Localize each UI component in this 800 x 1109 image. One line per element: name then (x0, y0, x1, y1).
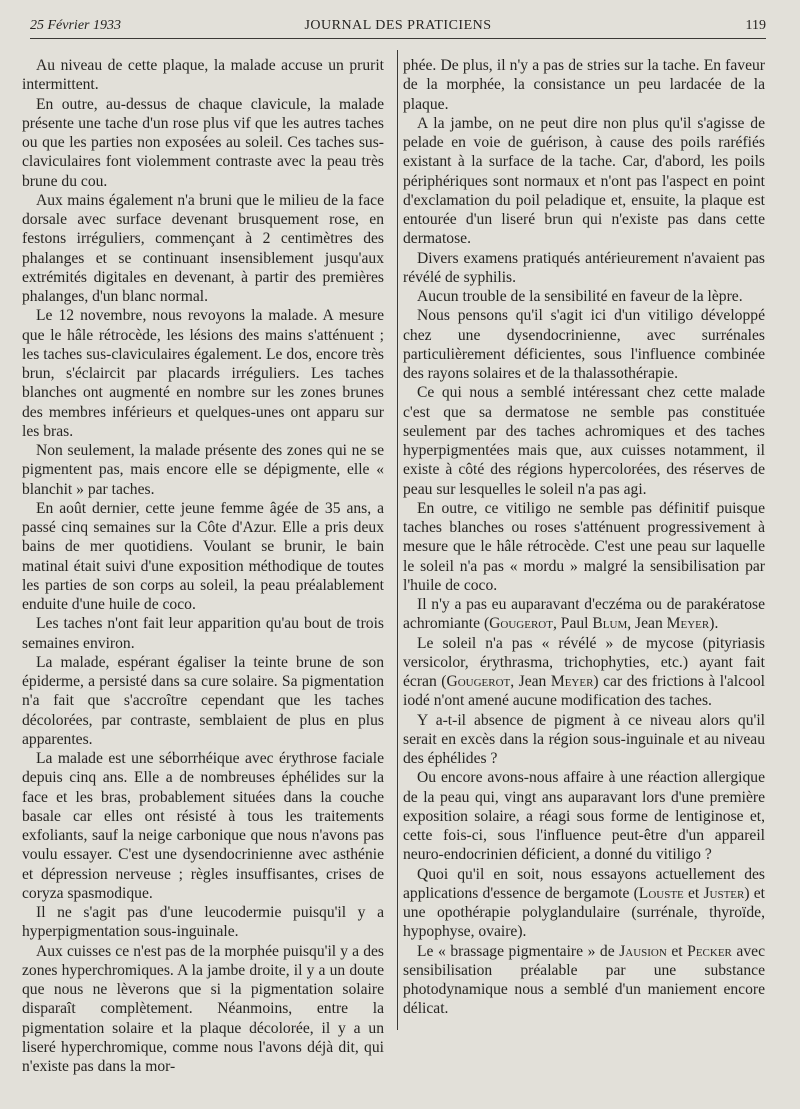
paragraph: Nous pensons qu'il s'agit ici d'un vitiligo développé chez une dysendocrinienne, avec surrénales particulièrement déficientes, sous l'influence combinée des rayons solaires et de la thalassothérapie. (403, 307, 765, 382)
author-name: Blum (592, 615, 628, 633)
text-run: avec sensibilisation préalable par une substance photodynamique nous a semblé d'un maniement encore délicat. (403, 942, 765, 1018)
paragraph: Ce qui nous a semblé intéressant chez cette malade c'est que sa dermatose ne semble pas constituée seulement par des taches achromiques et des taches hyperpigmentées mais que, aux cuisses notamment, il existe à côté des régions hypercolorées, des réserves de peau sur lesquelles le soleil n'a pas agi. (403, 384, 765, 498)
paragraph: Les taches n'ont fait leur apparition qu'au bout de trois semaines environ. (22, 615, 384, 652)
paragraph: A la jambe, on ne peut dire non plus qu'il s'agisse de pelade en voie de guérison, à cause des poils raréfiés existant à la surface de la tache. Car, d'abord, les poils périphériques sont normaux et n'ont pas l'aspect en point d'exclamation du poil peladique et, ensuite, la plaque est entourée d'un liseré brun qui n'existe pas dans cette dermatose. (403, 114, 765, 248)
paragraph: Y a-t-il absence de pigment à ce niveau alors qu'il serait en excès dans la région sous-inguinale et au niveau des éphélides ? (403, 711, 765, 767)
paragraph (403, 595, 765, 634)
text-run: et (683, 884, 704, 902)
text-run: , Jean (627, 615, 667, 633)
text-run: Il n'y a pas eu auparavant d'eczéma ou de parakératose achromiante ( (403, 596, 765, 633)
text-run: Le soleil n'a pas « révélé » de mycose (pityriasis versicolor, érythrasma, trichophyties, etc.) ayant fait écran ( (403, 634, 765, 690)
text-run: , Jean (510, 673, 551, 690)
paragraph: Le 12 novembre, nous revoyons la malade. A mesure que le hâle rétrocède, les lésions des mains s'atténuent ; les taches sus-claviculaires également. Le dos, encore très brun, s'éclaircit par placards irréguliers. Les taches blanches ont augmenté en nombre sur les zones brunes des membres inférieurs et quelques-unes ont apparu sur les bras. (22, 307, 384, 440)
author-name: Meyer (666, 615, 710, 633)
author-name: Louste (638, 884, 684, 902)
paragraph: Au niveau de cette plaque, la malade accuse un prurit intermittent. (22, 57, 384, 94)
paragraph (403, 865, 765, 942)
paragraph: Il ne s'agit pas d'une leucodermie puisqu'il y a hyperpigmentation sous-inguinale. (22, 904, 384, 941)
text-run: ). (709, 615, 719, 633)
paragraph: Aucun trouble de la sensibilité en faveur de la lèpre. (417, 288, 743, 305)
paragraph: La malade est une séborrhéique avec érythrose faciale depuis cinq ans. Elle a de nombreuses éphélides sur la face et les bras, probablement situées dans la couche basale car elles ont résisté à tous les traitements exfoliants, sauf la neige carbonique que nous n'avons pas voulu essayer. C'est une dysendocrinienne avec asthénie et dépression nerveuse ; règles insuffisantes, crises de coryza spasmodique. (22, 750, 384, 902)
text-run: , Paul (552, 615, 593, 633)
paragraph: Aux cuisses ce n'est pas de la morphée puisqu'il y a des zones hyperchromiques. A la jambe droite, il y a un doute que nous ne lèverons que si la pigmentation solaire disparaît complètement. Néanmoins, entre la pigmentation solaire et la plaque décolorée, il y a un liseré hyperchromique, comme nous l'avons déjà dit, qui n'existe pas dans la mor- (22, 942, 384, 1075)
paragraph: Non seulement, la malade présente des zones qui ne se pigmentent pas, mais encore elle se dépigmente, elle « blanchit » par taches. (22, 442, 384, 498)
page-number: 119 (745, 18, 766, 33)
journal-title: JOURNAL DES PRATICIENS (304, 18, 492, 33)
issue-date: 25 Février 1933 (30, 18, 121, 33)
author-name: Meyer (550, 673, 594, 690)
author-name: Jausion (619, 942, 667, 960)
running-header (30, 14, 766, 38)
author-name: Pecker (687, 942, 732, 960)
author-name: Juster (703, 884, 745, 902)
author-name: Gougerot (446, 673, 511, 690)
paragraph (403, 634, 765, 711)
text-run: Quoi qu'il en soit, nous essayons actuellement des applications d'essence de bergamote ( (403, 865, 765, 902)
paragraph: Aux mains également n'a bruni que le milieu de la face dorsale avec surface devenant brusquement rose, en festons irréguliers, commençant à 2 centimètres des phalanges et se continuant insensiblement jusqu'aux extrémités digitales en devenant, à partir des premières phalanges, d'un blanc normal. (22, 191, 384, 305)
left-column (22, 56, 384, 1076)
author-name: Gougerot (489, 615, 553, 633)
text-run: Le « brassage pigmentaire » de (417, 942, 620, 960)
paragraph: En outre, ce vitiligo ne semble pas définitif puisque taches blanches ou roses s'atténuent progressivement à mesure que le hâle rétrocède. C'est une peau sur laquelle le soleil n'a pas « mordu » malgré la sensibilisation par l'huile de coco. (403, 499, 765, 594)
text-run: et (666, 942, 688, 960)
paragraph: phée. De plus, il n'y a pas de stries sur la tache. En faveur de la morphée, la consistance un peu lardacée de la plaque. (403, 57, 765, 113)
column-divider (397, 50, 398, 1030)
text-run: ) et une opothérapie polyglandulaire (surrénale, thyroïde, hypophyse, ovaire). (403, 884, 765, 941)
paragraph (403, 942, 765, 1019)
paragraph: En outre, au-dessus de chaque clavicule, la malade présente une tache d'un rose plus vif que les autres taches ou que les parties non exposées au soleil. Ces taches sus-claviculaires font violemment contraste avec la peau très brune du cou. (22, 95, 384, 190)
paragraph: La malade, espérant égaliser la teinte brune de son épiderme, a persisté dans sa cure solaire. Sa pigmentation n'a fait que s'accroître cependant que les taches décolorées, par contraste, semblaient de plus en plus apparentes. (22, 653, 384, 748)
paragraph: Divers examens pratiqués antérieurement n'avaient pas révélé de syphilis. (403, 249, 765, 286)
right-column (403, 56, 765, 1019)
paragraph: Ou encore avons-nous affaire à une réaction allergique de la peau qui, vingt ans auparavant lors d'une première exposition solaire, a réagi sous forme de lentiginose et, cette fois-ci, sous l'influence peut-être d'un appareil neuro-endocrinien déficient, a donné du vitiligo ? (403, 769, 765, 864)
header-rule (30, 38, 766, 39)
paragraph: En août dernier, cette jeune femme âgée de 35 ans, a passé cinq semaines sur la Côte d'Azur. Elle a pris deux bains de mer quotidiens. Voulant se brunir, le bain matinal était suivi d'une exposition méthodique de toutes les parties de son corps au soleil, la peau préalablement enduite d'une huile de coco. (22, 499, 384, 613)
text-run: ) car des frictions à l'alcool iodé n'ont amené aucune modification des taches. (403, 673, 765, 710)
